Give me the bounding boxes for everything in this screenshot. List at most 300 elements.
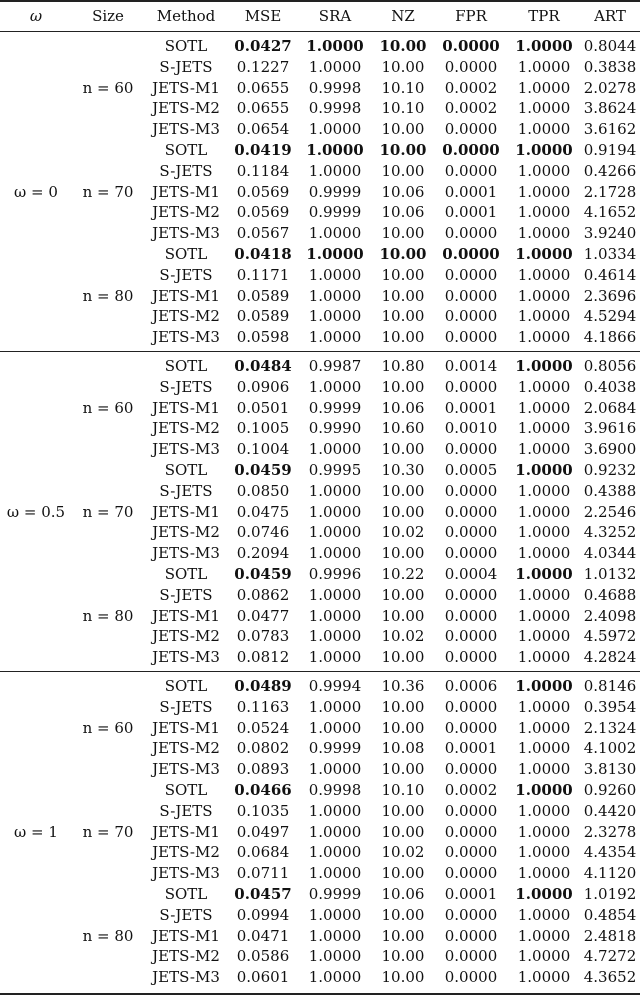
sra-cell: 1.0000 <box>308 606 362 625</box>
group-rule-1 <box>0 351 640 352</box>
omega-group-label: ω = 0 <box>14 182 58 201</box>
mse-cell: 0.0655 <box>236 78 290 97</box>
fpr-cell: 0.0000 <box>444 377 498 396</box>
method-cell: JETS-M3 <box>152 328 220 347</box>
art-cell: 2.4818 <box>583 926 637 945</box>
nz-cell: 10.02 <box>381 627 425 646</box>
sra-cell: 1.0000 <box>308 648 362 667</box>
mse-cell: 0.0589 <box>236 307 290 326</box>
fpr-cell: 0.0000 <box>444 265 498 284</box>
mse-cell: 0.0418 <box>234 245 292 263</box>
art-cell: 4.3652 <box>583 968 637 987</box>
art-cell: 4.3252 <box>583 523 637 542</box>
mse-cell: 0.1227 <box>236 57 290 76</box>
mse-cell: 0.0601 <box>236 968 290 987</box>
mse-cell: 0.0684 <box>236 843 290 862</box>
fpr-cell: 0.0001 <box>444 203 498 222</box>
fpr-cell: 0.0000 <box>444 307 498 326</box>
tpr-cell: 1.0000 <box>517 801 571 820</box>
art-cell: 0.9232 <box>583 461 637 479</box>
sra-cell: 1.0000 <box>308 307 362 326</box>
sra-cell: 1.0000 <box>308 502 362 521</box>
sra-cell: 1.0000 <box>308 286 362 305</box>
header-sra: SRA <box>318 7 352 25</box>
tpr-cell: 1.0000 <box>517 224 571 243</box>
mse-cell: 0.2094 <box>236 544 290 563</box>
nz-cell: 10.00 <box>381 120 425 139</box>
art-cell: 2.2546 <box>583 502 637 521</box>
art-cell: 3.9240 <box>583 224 637 243</box>
header-fpr: FPR <box>455 7 487 25</box>
sra-cell: 1.0000 <box>308 760 362 779</box>
tpr-cell: 1.0000 <box>515 141 573 159</box>
sra-cell: 1.0000 <box>308 905 362 924</box>
nz-cell: 10.00 <box>381 224 425 243</box>
art-cell: 4.1120 <box>583 864 637 883</box>
mse-cell: 0.0569 <box>236 182 290 201</box>
fpr-cell: 0.0000 <box>444 481 498 500</box>
mse-cell: 0.0906 <box>236 377 290 396</box>
mse-cell: 0.0569 <box>236 203 290 222</box>
header-method: Method <box>156 7 216 25</box>
tpr-cell: 1.0000 <box>517 585 571 604</box>
fpr-cell: 0.0000 <box>442 141 500 159</box>
sra-cell: 1.0000 <box>308 585 362 604</box>
fpr-cell: 0.0000 <box>442 37 500 55</box>
fpr-cell: 0.0010 <box>444 419 498 438</box>
table-row <box>0 182 640 203</box>
nz-cell: 10.00 <box>381 926 425 945</box>
nz-cell: 10.06 <box>381 203 425 222</box>
tpr-cell: 1.0000 <box>517 377 571 396</box>
fpr-cell: 0.0002 <box>444 781 498 799</box>
nz-cell: 10.02 <box>381 843 425 862</box>
header-art: ART <box>594 7 626 25</box>
table-row <box>0 780 640 801</box>
mse-cell: 0.1005 <box>236 419 290 438</box>
art-cell: 0.4266 <box>583 161 637 180</box>
art-cell: 0.8056 <box>583 357 637 375</box>
table-row <box>0 244 640 265</box>
tpr-cell: 1.0000 <box>517 864 571 883</box>
sra-cell: 1.0000 <box>308 718 362 737</box>
method-cell: S-JETS <box>159 377 213 396</box>
fpr-cell: 0.0000 <box>444 822 498 841</box>
art-cell: 4.4354 <box>583 843 637 862</box>
nz-cell: 10.00 <box>381 286 425 305</box>
mse-cell: 0.0746 <box>236 523 290 542</box>
art-cell: 4.7272 <box>583 947 637 966</box>
tpr-cell: 1.0000 <box>517 265 571 284</box>
fpr-cell: 0.0014 <box>444 357 498 375</box>
table-row <box>0 759 640 780</box>
tpr-cell: 1.0000 <box>517 822 571 841</box>
size-group-label: n = 70 <box>82 822 134 841</box>
sra-cell: 0.9999 <box>308 203 362 222</box>
fpr-cell: 0.0000 <box>444 926 498 945</box>
sra-cell: 1.0000 <box>308 627 362 646</box>
method-cell: JETS-M1 <box>152 182 220 201</box>
nz-cell: 10.00 <box>381 481 425 500</box>
art-cell: 2.3278 <box>583 822 637 841</box>
mse-cell: 0.0466 <box>234 781 292 799</box>
nz-cell: 10.00 <box>381 606 425 625</box>
mse-cell: 0.0427 <box>234 37 292 55</box>
tpr-cell: 1.0000 <box>517 760 571 779</box>
tpr-cell: 1.0000 <box>517 286 571 305</box>
method-cell: JETS-M3 <box>152 760 220 779</box>
method-cell: SOTL <box>164 565 208 583</box>
mse-cell: 0.0459 <box>234 565 292 583</box>
sra-cell: 1.0000 <box>306 37 364 55</box>
table-row <box>0 481 640 502</box>
sra-cell: 1.0000 <box>308 801 362 820</box>
mse-cell: 0.0501 <box>236 398 290 417</box>
method-cell: SOTL <box>164 245 208 263</box>
nz-cell: 10.00 <box>381 968 425 987</box>
tpr-cell: 1.0000 <box>517 99 571 118</box>
nz-cell: 10.06 <box>381 398 425 417</box>
method-cell: JETS-M1 <box>152 502 220 521</box>
table-row <box>0 356 640 377</box>
art-cell: 3.6162 <box>583 120 637 139</box>
art-cell: 2.0278 <box>583 78 637 97</box>
nz-cell: 10.00 <box>381 864 425 883</box>
method-cell: JETS-M3 <box>152 120 220 139</box>
sra-cell: 1.0000 <box>308 440 362 459</box>
table-row <box>0 418 640 439</box>
size-group-label: n = 80 <box>82 606 134 625</box>
tpr-cell: 1.0000 <box>515 565 573 583</box>
tpr-cell: 1.0000 <box>517 697 571 716</box>
method-cell: S-JETS <box>159 265 213 284</box>
sra-cell: 1.0000 <box>308 120 362 139</box>
mse-cell: 0.0812 <box>236 648 290 667</box>
tpr-cell: 1.0000 <box>515 677 573 695</box>
nz-cell: 10.00 <box>381 502 425 521</box>
mse-cell: 0.1163 <box>236 697 290 716</box>
fpr-cell: 0.0001 <box>444 182 498 201</box>
method-cell: JETS-M2 <box>152 419 220 438</box>
method-cell: S-JETS <box>159 57 213 76</box>
fpr-cell: 0.0000 <box>444 968 498 987</box>
method-cell: JETS-M2 <box>152 307 220 326</box>
table-row <box>0 585 640 606</box>
method-cell: SOTL <box>164 781 208 799</box>
method-cell: JETS-M1 <box>152 606 220 625</box>
method-cell: JETS-M3 <box>152 864 220 883</box>
fpr-cell: 0.0006 <box>444 677 498 695</box>
nz-cell: 10.06 <box>381 885 425 903</box>
fpr-cell: 0.0000 <box>444 224 498 243</box>
fpr-cell: 0.0000 <box>442 245 500 263</box>
sra-cell: 1.0000 <box>308 224 362 243</box>
header-size: Size <box>92 7 124 25</box>
tpr-cell: 1.0000 <box>517 398 571 417</box>
sra-cell: 0.9998 <box>308 99 362 118</box>
table-row <box>0 439 640 460</box>
fpr-cell: 0.0000 <box>444 864 498 883</box>
tpr-cell: 1.0000 <box>517 739 571 758</box>
fpr-cell: 0.0000 <box>444 440 498 459</box>
size-group-label: n = 70 <box>82 182 134 201</box>
table-row <box>0 801 640 822</box>
sra-cell: 1.0000 <box>308 968 362 987</box>
fpr-cell: 0.0004 <box>444 565 498 583</box>
nz-cell: 10.00 <box>381 718 425 737</box>
sra-cell: 1.0000 <box>308 161 362 180</box>
method-cell: JETS-M2 <box>152 203 220 222</box>
tpr-cell: 1.0000 <box>515 461 573 479</box>
size-group-label: n = 60 <box>82 78 134 97</box>
table-row <box>0 161 640 182</box>
art-cell: 0.4388 <box>583 481 637 500</box>
art-cell: 2.3696 <box>583 286 637 305</box>
omega-group-label: ω = 1 <box>14 822 58 841</box>
fpr-cell: 0.0005 <box>444 461 498 479</box>
art-cell: 0.8044 <box>583 37 637 55</box>
nz-cell: 10.00 <box>381 377 425 396</box>
fpr-cell: 0.0000 <box>444 120 498 139</box>
mse-cell: 0.0862 <box>236 585 290 604</box>
mse-cell: 0.1184 <box>236 161 290 180</box>
art-cell: 4.5972 <box>583 627 637 646</box>
table-row <box>0 822 640 843</box>
method-cell: JETS-M1 <box>152 286 220 305</box>
table-row <box>0 647 640 668</box>
nz-cell: 10.00 <box>381 801 425 820</box>
table-row <box>0 676 640 697</box>
sra-cell: 0.9987 <box>308 357 362 375</box>
method-cell: JETS-M1 <box>152 822 220 841</box>
mse-cell: 0.0524 <box>236 718 290 737</box>
table-row <box>0 202 640 223</box>
method-cell: S-JETS <box>159 697 213 716</box>
nz-cell: 10.00 <box>379 245 427 263</box>
table-row <box>0 905 640 926</box>
tpr-cell: 1.0000 <box>517 203 571 222</box>
fpr-cell: 0.0000 <box>444 606 498 625</box>
sra-cell: 1.0000 <box>308 481 362 500</box>
nz-cell: 10.02 <box>381 523 425 542</box>
sra-cell: 0.9999 <box>308 885 362 903</box>
method-cell: JETS-M2 <box>152 627 220 646</box>
nz-cell: 10.00 <box>381 544 425 563</box>
sra-cell: 1.0000 <box>308 864 362 883</box>
fpr-cell: 0.0001 <box>444 398 498 417</box>
art-cell: 0.4854 <box>583 905 637 924</box>
tpr-cell: 1.0000 <box>515 37 573 55</box>
nz-cell: 10.22 <box>381 565 425 583</box>
size-group-label: n = 70 <box>82 502 134 521</box>
nz-cell: 10.10 <box>381 78 425 97</box>
bottom-rule <box>0 993 640 995</box>
sra-cell: 1.0000 <box>308 265 362 284</box>
table-row <box>0 606 640 627</box>
table-row <box>0 884 640 905</box>
art-cell: 0.3954 <box>583 697 637 716</box>
art-cell: 3.9616 <box>583 419 637 438</box>
mse-cell: 0.0654 <box>236 120 290 139</box>
art-cell: 0.4038 <box>583 377 637 396</box>
table-row <box>0 946 640 967</box>
sra-cell: 1.0000 <box>308 947 362 966</box>
nz-cell: 10.00 <box>381 440 425 459</box>
sra-cell: 1.0000 <box>308 822 362 841</box>
sra-cell: 1.0000 <box>308 843 362 862</box>
fpr-cell: 0.0000 <box>444 502 498 521</box>
method-cell: JETS-M3 <box>152 224 220 243</box>
art-cell: 0.9260 <box>583 781 637 799</box>
tpr-cell: 1.0000 <box>517 905 571 924</box>
size-group-label: n = 60 <box>82 398 134 417</box>
art-cell: 4.1652 <box>583 203 637 222</box>
method-cell: S-JETS <box>159 585 213 604</box>
fpr-cell: 0.0000 <box>444 947 498 966</box>
table-row <box>0 377 640 398</box>
fpr-cell: 0.0002 <box>444 99 498 118</box>
art-cell: 3.6900 <box>583 440 637 459</box>
mse-cell: 0.0655 <box>236 99 290 118</box>
header-tpr: TPR <box>528 7 560 25</box>
tpr-cell: 1.0000 <box>517 627 571 646</box>
nz-cell: 10.00 <box>381 905 425 924</box>
sra-cell: 1.0000 <box>306 141 364 159</box>
tpr-cell: 1.0000 <box>517 947 571 966</box>
method-cell: JETS-M3 <box>152 544 220 563</box>
mse-cell: 0.0994 <box>236 905 290 924</box>
sra-cell: 0.9996 <box>308 565 362 583</box>
fpr-cell: 0.0000 <box>444 544 498 563</box>
fpr-cell: 0.0000 <box>444 843 498 862</box>
art-cell: 2.4098 <box>583 606 637 625</box>
sra-cell: 0.9998 <box>308 781 362 799</box>
tpr-cell: 1.0000 <box>517 606 571 625</box>
table-row <box>0 522 640 543</box>
tpr-cell: 1.0000 <box>515 357 573 375</box>
tpr-cell: 1.0000 <box>517 78 571 97</box>
method-cell: S-JETS <box>159 481 213 500</box>
mse-cell: 0.0457 <box>234 885 292 903</box>
fpr-cell: 0.0000 <box>444 57 498 76</box>
tpr-cell: 1.0000 <box>517 481 571 500</box>
tpr-cell: 1.0000 <box>517 182 571 201</box>
method-cell: JETS-M3 <box>152 440 220 459</box>
nz-cell: 10.00 <box>381 760 425 779</box>
sra-cell: 1.0000 <box>306 245 364 263</box>
tpr-cell: 1.0000 <box>517 57 571 76</box>
art-cell: 0.9194 <box>583 141 637 159</box>
tpr-cell: 1.0000 <box>517 926 571 945</box>
tpr-cell: 1.0000 <box>517 718 571 737</box>
fpr-cell: 0.0002 <box>444 78 498 97</box>
art-cell: 3.8624 <box>583 99 637 118</box>
sra-cell: 1.0000 <box>308 377 362 396</box>
method-cell: SOTL <box>164 885 208 903</box>
fpr-cell: 0.0000 <box>444 585 498 604</box>
tpr-cell: 1.0000 <box>517 419 571 438</box>
mse-cell: 0.0893 <box>236 760 290 779</box>
art-cell: 3.8130 <box>583 760 637 779</box>
method-cell: JETS-M2 <box>152 947 220 966</box>
table-row <box>0 286 640 307</box>
tpr-cell: 1.0000 <box>515 245 573 263</box>
table-row <box>0 140 640 161</box>
table-row <box>0 265 640 286</box>
art-cell: 4.1002 <box>583 739 637 758</box>
method-cell: S-JETS <box>159 161 213 180</box>
nz-cell: 10.00 <box>381 947 425 966</box>
fpr-cell: 0.0000 <box>444 286 498 305</box>
tpr-cell: 1.0000 <box>517 523 571 542</box>
tpr-cell: 1.0000 <box>517 968 571 987</box>
art-cell: 4.2824 <box>583 648 637 667</box>
fpr-cell: 0.0000 <box>444 718 498 737</box>
art-cell: 0.8146 <box>583 677 637 695</box>
mse-cell: 0.0711 <box>236 864 290 883</box>
art-cell: 1.0132 <box>583 565 637 583</box>
table-row <box>0 78 640 99</box>
mse-cell: 0.1004 <box>236 440 290 459</box>
art-cell: 2.0684 <box>583 398 637 417</box>
sra-cell: 0.9999 <box>308 182 362 201</box>
table-row <box>0 306 640 327</box>
nz-cell: 10.00 <box>381 307 425 326</box>
mse-cell: 0.0586 <box>236 947 290 966</box>
sra-cell: 0.9994 <box>308 677 362 695</box>
table-row <box>0 98 640 119</box>
table-row <box>0 842 640 863</box>
sra-cell: 1.0000 <box>308 57 362 76</box>
nz-cell: 10.10 <box>381 781 425 799</box>
table-row <box>0 697 640 718</box>
method-cell: JETS-M3 <box>152 648 220 667</box>
header-row <box>0 1 640 31</box>
nz-cell: 10.00 <box>381 648 425 667</box>
nz-cell: 10.00 <box>379 141 427 159</box>
method-cell: JETS-M2 <box>152 843 220 862</box>
table-row <box>0 626 640 647</box>
table-row <box>0 398 640 419</box>
fpr-cell: 0.0000 <box>444 760 498 779</box>
mse-cell: 0.0783 <box>236 627 290 646</box>
tpr-cell: 1.0000 <box>515 885 573 903</box>
mse-cell: 0.0497 <box>236 822 290 841</box>
header-omega: ω <box>29 7 43 25</box>
tpr-cell: 1.0000 <box>517 120 571 139</box>
fpr-cell: 0.0000 <box>444 801 498 820</box>
header-rule <box>0 31 640 32</box>
nz-cell: 10.60 <box>381 419 425 438</box>
mse-cell: 0.0598 <box>236 328 290 347</box>
method-cell: S-JETS <box>159 801 213 820</box>
method-cell: SOTL <box>164 37 208 55</box>
mse-cell: 0.0471 <box>236 926 290 945</box>
omega-group-label: ω = 0.5 <box>6 502 66 521</box>
sra-cell: 1.0000 <box>308 523 362 542</box>
group-rule-2 <box>0 671 640 672</box>
nz-cell: 10.08 <box>381 739 425 758</box>
table-row <box>0 863 640 884</box>
method-cell: SOTL <box>164 677 208 695</box>
method-cell: JETS-M2 <box>152 523 220 542</box>
table-row <box>0 564 640 585</box>
method-cell: JETS-M1 <box>152 718 220 737</box>
mse-cell: 0.0477 <box>236 606 290 625</box>
table-row <box>0 119 640 140</box>
fpr-cell: 0.0000 <box>444 523 498 542</box>
table-row <box>0 738 640 759</box>
